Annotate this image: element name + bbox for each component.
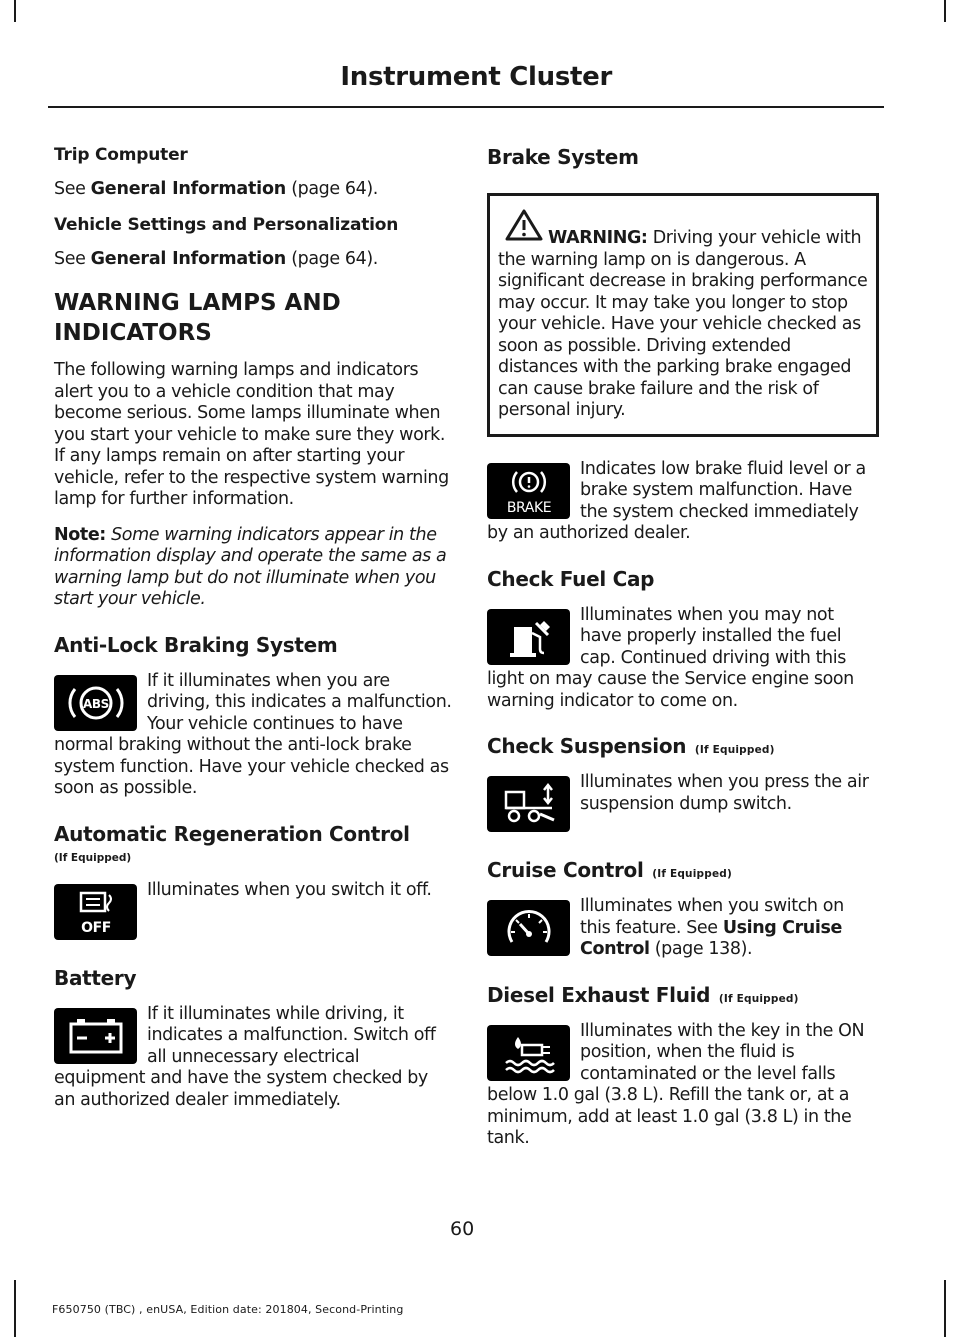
fuel-cap-icon bbox=[487, 609, 570, 665]
page-number: 60 bbox=[450, 1218, 475, 1240]
general-information-link[interactable]: General Information bbox=[90, 179, 287, 199]
cruise-control-heading: Cruise Control (If Equipped) bbox=[487, 858, 732, 882]
battery-heading: Battery bbox=[54, 965, 137, 990]
intro-paragraph: The following warning lamps and indicators alert you to a vehicle condition that may become serious. Some lamps illuminate when you start your vehicle to make sure they work. If any lamps remain on after starting your vehicle, refer to the respective system warning lamp for further information. bbox=[54, 360, 449, 509]
warning-triangle-icon bbox=[504, 208, 544, 249]
vehicle-settings-reference: See General Information (page 64). bbox=[54, 248, 378, 269]
warning-label: WARNING: bbox=[548, 228, 648, 248]
regen-off-icon-label: OFF bbox=[80, 919, 111, 936]
note-paragraph: Note: Some warning indicators appear in the information display and operate the same as a warning lamp but do not illuminate when you start your vehicle. bbox=[54, 524, 447, 609]
general-information-link[interactable]: General Information bbox=[90, 248, 287, 269]
brake-system-heading: Brake System bbox=[487, 145, 639, 169]
trip-computer-reference: See General Information (page 64). bbox=[54, 179, 378, 199]
regen-heading: Automatic Regeneration Control bbox=[54, 821, 410, 846]
vehicle-settings-heading: Vehicle Settings and Personalization bbox=[54, 214, 399, 235]
regen-off-icon bbox=[54, 884, 137, 940]
diesel-exhaust-fluid-heading: Diesel Exhaust Fluid (If Equipped) bbox=[487, 982, 799, 1007]
header-rule bbox=[48, 106, 884, 108]
abs-entry: ABS If it illuminates when you are driving, this indicates a malfunction. Your vehicle continues to have normal braking without the anti-lock brake system function. Have your vehicle checked as soon as possible. bbox=[54, 670, 452, 798]
crop-mark bbox=[944, 1280, 946, 1337]
regen-if-equipped: (If Equipped) bbox=[54, 851, 132, 864]
footer-edition-info: F650750 (TBC) , enUSA, Edition date: 201804, Second-Printing bbox=[52, 1303, 404, 1316]
crop-mark bbox=[944, 0, 946, 22]
brake-warning-box: WARNING: Driving your vehicle with the warning lamp on is dangerous. A significant decrease in braking performance may occur. It may take you longer to stop your vehicle. Have your vehicle checked as soon as possible. Driving extended distances with the parking brake engaged can cause brake failure and the risk of personal injury. bbox=[487, 193, 879, 437]
fuel-cap-entry: Illuminates when you may not have properly installed the fuel cap. Continued driving with this light on may cause the Service engine soon warning indicator to come on. bbox=[487, 604, 854, 711]
suspension-icon bbox=[487, 776, 570, 832]
cruise-control-icon bbox=[487, 900, 570, 956]
left-column bbox=[54, 145, 454, 1123]
check-fuel-cap-heading: Check Fuel Cap bbox=[487, 566, 655, 591]
diesel-exhaust-fluid-entry: Illuminates with the key in the ON position, when the fluid is contaminated or the level falls below 1.0 gal (3.8 L). Refill the tank or, at a minimum, add at least 1.0 gal (3.8 L) in the tank. bbox=[487, 1020, 865, 1148]
using-cruise-control-link[interactable]: Using Cruise Control bbox=[580, 917, 842, 959]
crop-mark bbox=[14, 0, 16, 22]
section-title: WARNING LAMPS AND INDICATORS bbox=[54, 290, 341, 346]
regen-entry: OFF Illuminates when you switch it off. bbox=[54, 880, 454, 944]
abs-heading: Anti-Lock Braking System bbox=[54, 632, 338, 657]
brake-warning-icon bbox=[487, 463, 570, 519]
cruise-control-entry: Illuminates when you switch on this feature. See Using Cruise Control (page 138). bbox=[487, 896, 879, 961]
suspension-entry: Illuminates when you press the air suspension dump switch. bbox=[487, 772, 879, 836]
brake-icon-label: BRAKE bbox=[506, 499, 551, 516]
page-title: Instrument Cluster bbox=[340, 62, 612, 92]
brake-entry: BRAKE Indicates low brake fluid level or a brake system malfunction. Have the system checked immediately by an authorized dealer. bbox=[487, 458, 866, 543]
crop-mark bbox=[14, 1280, 16, 1337]
svg-text:ABS: ABS bbox=[82, 696, 109, 711]
check-suspension-heading: Check Suspension (If Equipped) bbox=[487, 734, 775, 758]
right-column bbox=[487, 145, 879, 1162]
battery-entry: If it illuminates while driving, it indicates a malfunction. Switch off all unnecessary electrical equipment and have the system checked by an authorized dealer immediately. bbox=[54, 1003, 436, 1110]
trip-computer-heading: Trip Computer bbox=[54, 145, 188, 165]
battery-icon bbox=[54, 1008, 137, 1064]
abs-warning-icon bbox=[54, 675, 137, 731]
diesel-exhaust-fluid-icon bbox=[487, 1025, 570, 1081]
